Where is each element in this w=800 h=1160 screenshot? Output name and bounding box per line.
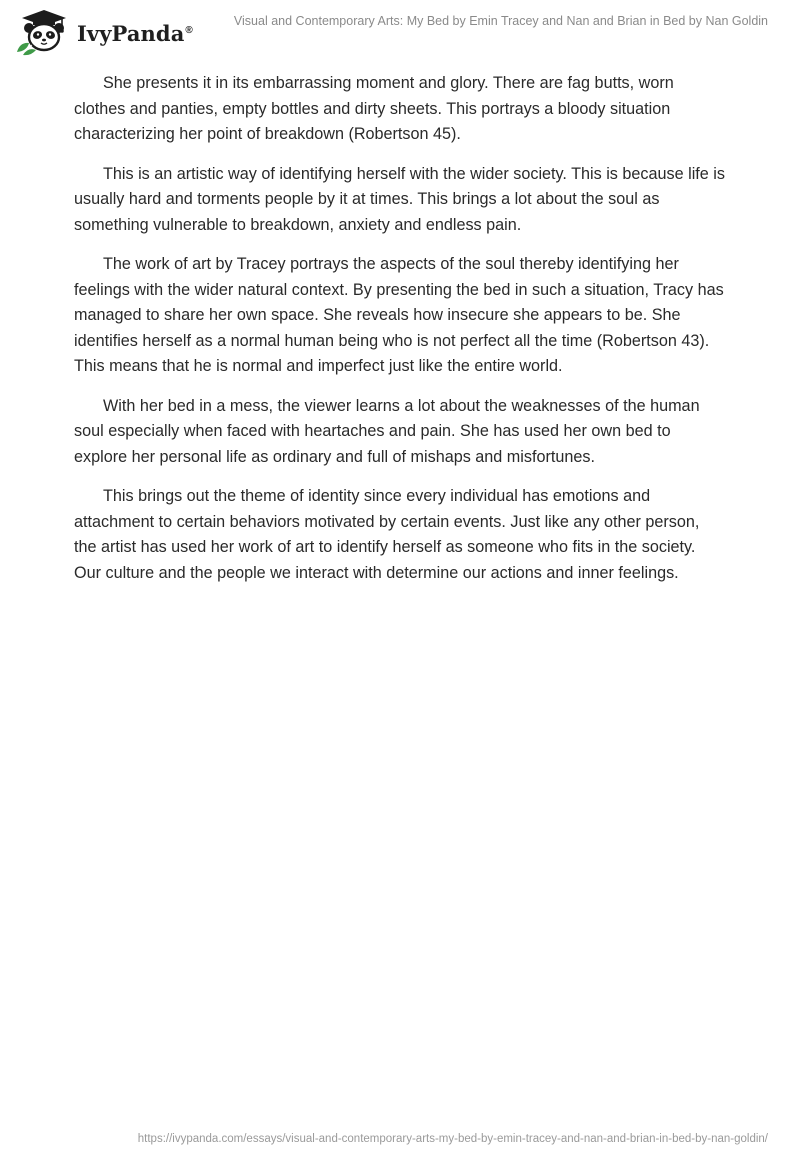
paragraph: With her bed in a mess, the viewer learns a lot about the weaknesses of the human soul especially when faced with heartaches and pain. She has used her own bed to explore her personal life as ordinary and full of mishaps and misfortunes. — [74, 396, 700, 466]
paragraph: She presents it in its embarrassing moment and glory. There are fag butts, worn clothes and panties, empty bottles and dirty sheets. This portrays a bloody situation characterizing her point of breakdown (Robertson 45). — [74, 74, 674, 143]
paragraph: This is an artistic way of identifying herself with the wider society. This is because life is usually hard and torments people by it at times. This brings a lot about the soul as something vulnerable to breakdown, anxiety and endless pain. — [74, 164, 725, 234]
brand-name: IvyPanda® — [77, 20, 193, 46]
paragraph: The work of art by Tracey portrays the aspects of the soul thereby identifying her feelings with the wider natural context. By presenting the bed in such a situation, Tracy has managed to share her own space. She reveals how insecure she appears to be. She identifies herself as a normal human being who is not perfect all the time (Robertson 43). This means that he is normal and imperfect just like the entire world. — [74, 255, 724, 375]
page-header — [0, 0, 800, 60]
document-title: Visual and Contemporary Arts: My Bed by Emin Tracey and Nan and Brian in Bed by Nan Goldin — [233, 14, 768, 28]
ivypanda-logo[interactable] — [14, 8, 193, 56]
registered-mark: ® — [185, 24, 193, 36]
paragraph: This brings out the theme of identity since every individual has emotions and attachment to certain behaviors motivated by certain events. Just like any other person, the artist has used her work of art to identify herself as someone who fits in the society. Our culture and the people we interact with determine our actions and inner feelings. — [74, 487, 700, 582]
source-url[interactable]: https://ivypanda.com/essays/visual-and-contemporary-arts-my-bed-by-emin-tracey-and-nan-and-brian-in-bed-by-nan-goldin/ — [137, 1133, 768, 1145]
panda-graduate-icon — [14, 8, 74, 56]
essay-body — [74, 71, 726, 600]
